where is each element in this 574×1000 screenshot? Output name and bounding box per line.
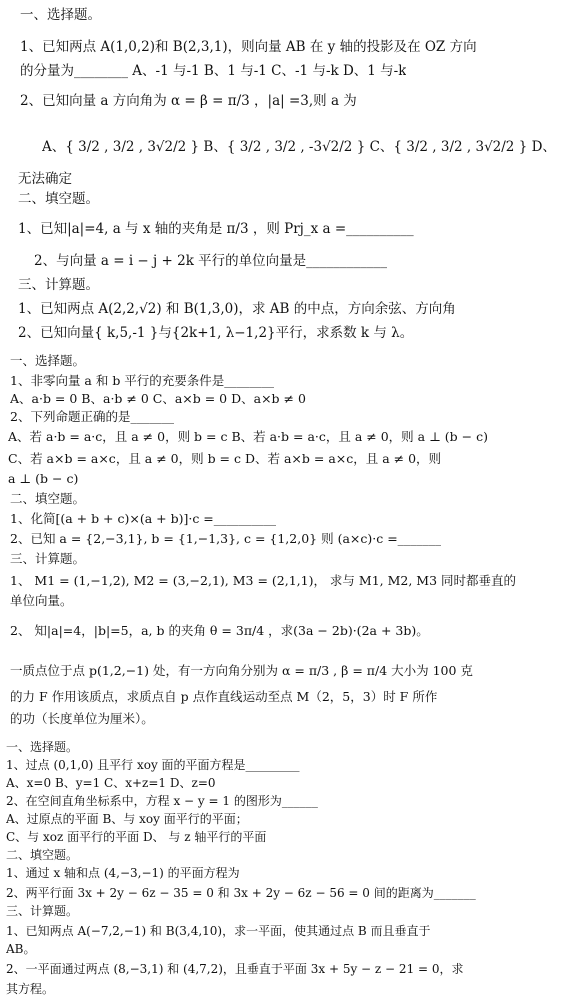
question-1-line-2: 的分量为________ A、-1 与-1 B、1 与-1 C、-1 与-k D、1 与-k — [20, 63, 407, 79]
question-2-stem: 2、已知向量 a 方向角为 α = β = π/3 ，|a| =3,则 a 为 — [20, 93, 357, 109]
question-1-line-1: 1、已知两点 A(1,0,2)和 B(2,3,1)，则向量 AB 在 y 轴的投影及在 OZ 方向 — [20, 39, 477, 55]
section-heading-choice: 一、选择题。 — [20, 7, 101, 23]
calc-question-1: 1、已知两点 A(2,2,√2) 和 B(1,3,0)，求 AB 的中点，方向余弦、方向角 — [18, 301, 456, 317]
calc-question-1-line-1: 1、 M1 = (1,−1,2), M2 = (3,−2,1), M3 = (2,1,1)， 求与 M1, M2, M3 同时都垂直的 — [10, 573, 517, 588]
section-heading-calc: 三、计算题。 — [18, 277, 99, 293]
section-heading-calc: 三、计算题。 — [10, 551, 86, 566]
section-heading-fill: 二、填空题。 — [6, 848, 79, 862]
problem-line-2: 的力 F 作用该质点，求质点自 p 点作直线运动至点 M（2，5，3）时 F 所作 — [10, 689, 438, 704]
calc-question-2: 2、 知|a|=4，|b|=5，a, b 的夹角 θ = 3π/4 ，求(3a − 2b)·(2a + 3b)。 — [10, 623, 429, 638]
question-2-options-cd: C、若 a×b = a×c，且 a ≠ 0，则 b = c D、若 a×b = a×c，且 a ≠ 0，则 — [8, 451, 442, 466]
question-2-option-d-end: a ⊥ (b − c) — [8, 471, 79, 486]
section-heading-choice: 一、选择题。 — [10, 353, 86, 368]
problem-line-1: 一质点位于点 p(1,2,−1) 处，有一方向角分别为 α = π/3 , β = π/4 大小为 100 克 — [10, 663, 473, 678]
fill-question-1: 1、通过 x 轴和点 (4,−3,−1) 的平面方程为 — [6, 866, 240, 880]
question-1-stem: 1、非零向量 a 和 b 平行的充要条件是________ — [10, 373, 275, 388]
section-heading-calc: 三、计算题。 — [6, 904, 79, 918]
question-2-options-ab: A、若 a·b = a·c，且 a ≠ 0，则 b = c B、若 a·b = a·c，且 a ≠ 0，则 a ⊥ (b − c) — [8, 429, 488, 444]
section-heading-fill: 二、填空题。 — [10, 491, 86, 506]
question-2-options: A、{ 3/2 , 3/2 , 3√2/2 } B、{ 3/2 , 3/2 , -3√2/2 } C、{ 3/2 , 3/2 , 3√2/2 } D、 — [42, 139, 556, 155]
calc-question-1-line-2: AB。 — [6, 942, 36, 956]
question-2-options-cd: C、与 xoz 面平行的平面 D、 与 z 轴平行的平面 — [6, 830, 267, 844]
calc-question-1-line-2: 单位向量。 — [10, 593, 73, 608]
question-2-options-ab: A、过原点的平面 B、与 xoy 面平行的平面； — [6, 812, 248, 826]
calc-question-2-line-1: 2、一平面通过两点 (8,−3,1) 和 (4,7,2)，且垂直于平面 3x + 5y − z − 21 = 0，求 — [6, 962, 464, 976]
question-2-stem: 2、在空间直角坐标系中，方程 x − y = 1 的图形为______ — [6, 794, 318, 808]
question-2-stem: 2、下列命题正确的是_______ — [10, 409, 175, 424]
question-1-stem: 1、过点 (0,1,0) 且平行 xoy 面的平面方程是_________ — [6, 758, 300, 772]
question-2-option-d: 无法确定 — [18, 171, 72, 187]
fill-question-1: 1、化简[(a + b + c)×(a + b)]·c =__________ — [10, 511, 277, 526]
fill-question-2: 2、两平行面 3x + 2y − 6z − 35 = 0 和 3x + 2y − 6z − 56 = 0 间的距离为_______ — [6, 886, 476, 900]
fill-question-2: 2、与向量 a = i − j + 2k 平行的单位向量是____________ — [34, 253, 388, 269]
section-heading-choice: 一、选择题。 — [6, 740, 79, 754]
question-1-options: A、a·b = 0 B、a·b ≠ 0 C、a×b = 0 D、a×b ≠ 0 — [10, 391, 306, 406]
question-1-options: A、x=0 B、y=1 C、x+z=1 D、z=0 — [6, 776, 216, 790]
calc-question-2-line-2: 其方程。 — [6, 982, 55, 996]
fill-question-1: 1、已知|a|=4, a 与 x 轴的夹角是 π/3 ，则 Prj_x a =__________ — [18, 221, 414, 237]
section-heading-fill: 二、填空题。 — [18, 191, 99, 207]
calc-question-1-line-1: 1、已知两点 A(−7,2,−1) 和 B(3,4,10)，求一平面，使其通过点 B 而且垂直于 — [6, 924, 431, 938]
calc-question-2: 2、已知向量{ k,5,-1 }与{2k+1, λ−1,2}平行，求系数 k 与 λ。 — [18, 325, 414, 341]
problem-line-3: 的功（长度单位为厘米）。 — [10, 711, 154, 726]
fill-question-2: 2、已知 a = {2,−3,1}, b = {1,−1,3}, c = {1,2,0} 则 (a×c)·c =_______ — [10, 531, 442, 546]
